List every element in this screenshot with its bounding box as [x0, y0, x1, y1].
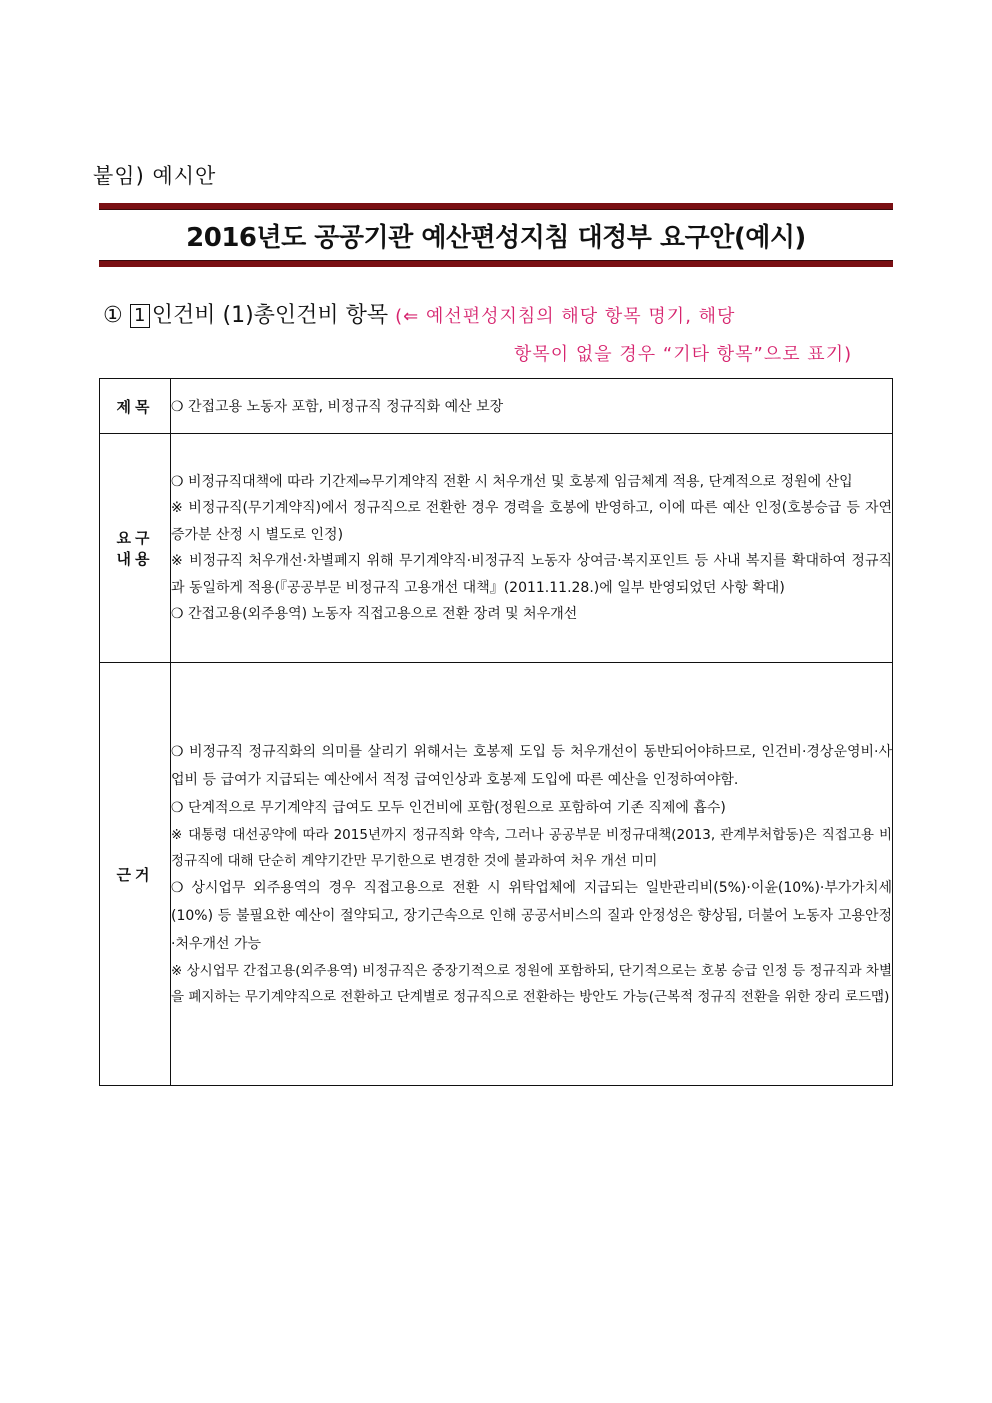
- table-row-request: [100, 434, 893, 663]
- row-content-title: [171, 379, 893, 434]
- content-paragraph: ❍ 간접고용 노동자 포함, 비정규직 정규직화 예산 보장: [171, 399, 504, 415]
- content-paragraph: ❍ 상시업무 외주용역의 경우 직접고용으로 전환 시 위탁업체에 지급되는 일반관리비(5%)·이윤(10%)·부가가치세(10%) 등 불필요한 예산이 절약되고, 장기근속으로 인해 공공서비스의 질과 안정성은 향상됨, 더불어 노동자 고용안정·처우개선 가능: [171, 880, 892, 952]
- content-paragraph: ❍ 비정규직 정규직화의 의미를 살리기 위해서는 호봉제 도입 등 처우개선이 동반되어야하므로, 인건비·경상운영비·사업비 등 급여가 지급되는 예산에서 적정 급여인상과 호봉제 도입에 따른 예산을 인정하여야함.: [171, 744, 892, 788]
- title-banner: [99, 203, 893, 267]
- item-note-line2: 항목이 없을 경우 “기타 항목”으로 표기): [514, 344, 853, 365]
- request-table: [99, 378, 893, 1086]
- table-row-basis: [100, 663, 893, 1086]
- item-heading-text: 인건비 (1)총인건비 항목: [151, 303, 389, 328]
- content-paragraph: ※ 비정규직(무기계약직)에서 정규직으로 전환한 경우 경력을 호봉에 반영하고, 이에 따른 예산 인정(호봉승급 등 자연증가분 산정 시 별도로 인정): [171, 500, 892, 543]
- row-label-title: 제목: [100, 379, 171, 434]
- title-rule-top: [99, 203, 893, 210]
- row-label-request: [100, 434, 171, 663]
- content-paragraph: ※ 대통령 대선공약에 따라 2015년까지 정규직화 약속, 그러나 공공부문 비정규대책(2013, 관계부처합동)은 직접고용 비정규직에 대해 단순히 계약기간만 무기한으로 변경한 것에 불과하여 처우 개선 미미: [171, 827, 892, 869]
- row-content-request: [171, 434, 893, 663]
- row-label-basis: 근거: [100, 663, 171, 1086]
- item-circle-number: ①: [103, 303, 123, 328]
- title-rule-bottom: [99, 260, 893, 267]
- content-paragraph: ❍ 단계적으로 무기계약직 급여도 모두 인건비에 포함(정원으로 포함하여 기존 직제에 흡수): [171, 800, 726, 816]
- content-paragraph: ❍ 간접고용(외주용역) 노동자 직접고용으로 전환 장려 및 처우개선: [171, 606, 578, 622]
- table-row-title: [100, 379, 893, 434]
- row-label-request-text: 요구 내용: [116, 529, 154, 568]
- content-paragraph: ※ 상시업무 간접고용(외주용역) 비정규직은 중장기적으로 정원에 포함하되, 단기적으로는 호봉 승급 인정 등 정규직과 차별을 폐지하는 무기계약직으로 전환하고 단계별로 정규직으로 전환하는 방안도 가능(근복적 정규직 전환을 위한 장리 로드맵): [171, 963, 892, 1005]
- document-title: 2016년도 공공기관 예산편성지침 대정부 요구안(예시): [186, 223, 806, 253]
- content-paragraph: ❍ 비정규직대책에 따라 기간제⇨무기계약직 전환 시 처우개선 및 호봉제 임금체계 적용, 단계적으로 정원에 산입: [171, 473, 853, 490]
- row-content-basis: [171, 663, 893, 1086]
- attachment-label: 붙임) 예시안: [93, 164, 217, 188]
- item-box-number: 1: [130, 304, 150, 328]
- item-heading: [103, 298, 735, 329]
- content-paragraph: ※ 비정규직 처우개선·차별폐지 위해 무기계약직·비정규직 노동자 상여금·복지포인트 등 사내 복지를 확대하여 정규직과 동일하게 적용(『공공부문 비정규직 고용개선 대책』(2011.11.28.)에 일부 반영되었던 사항 확대): [171, 553, 892, 596]
- item-note-line1: (⇐ 예선편성지침의 해당 항목 명기, 해당: [395, 306, 736, 327]
